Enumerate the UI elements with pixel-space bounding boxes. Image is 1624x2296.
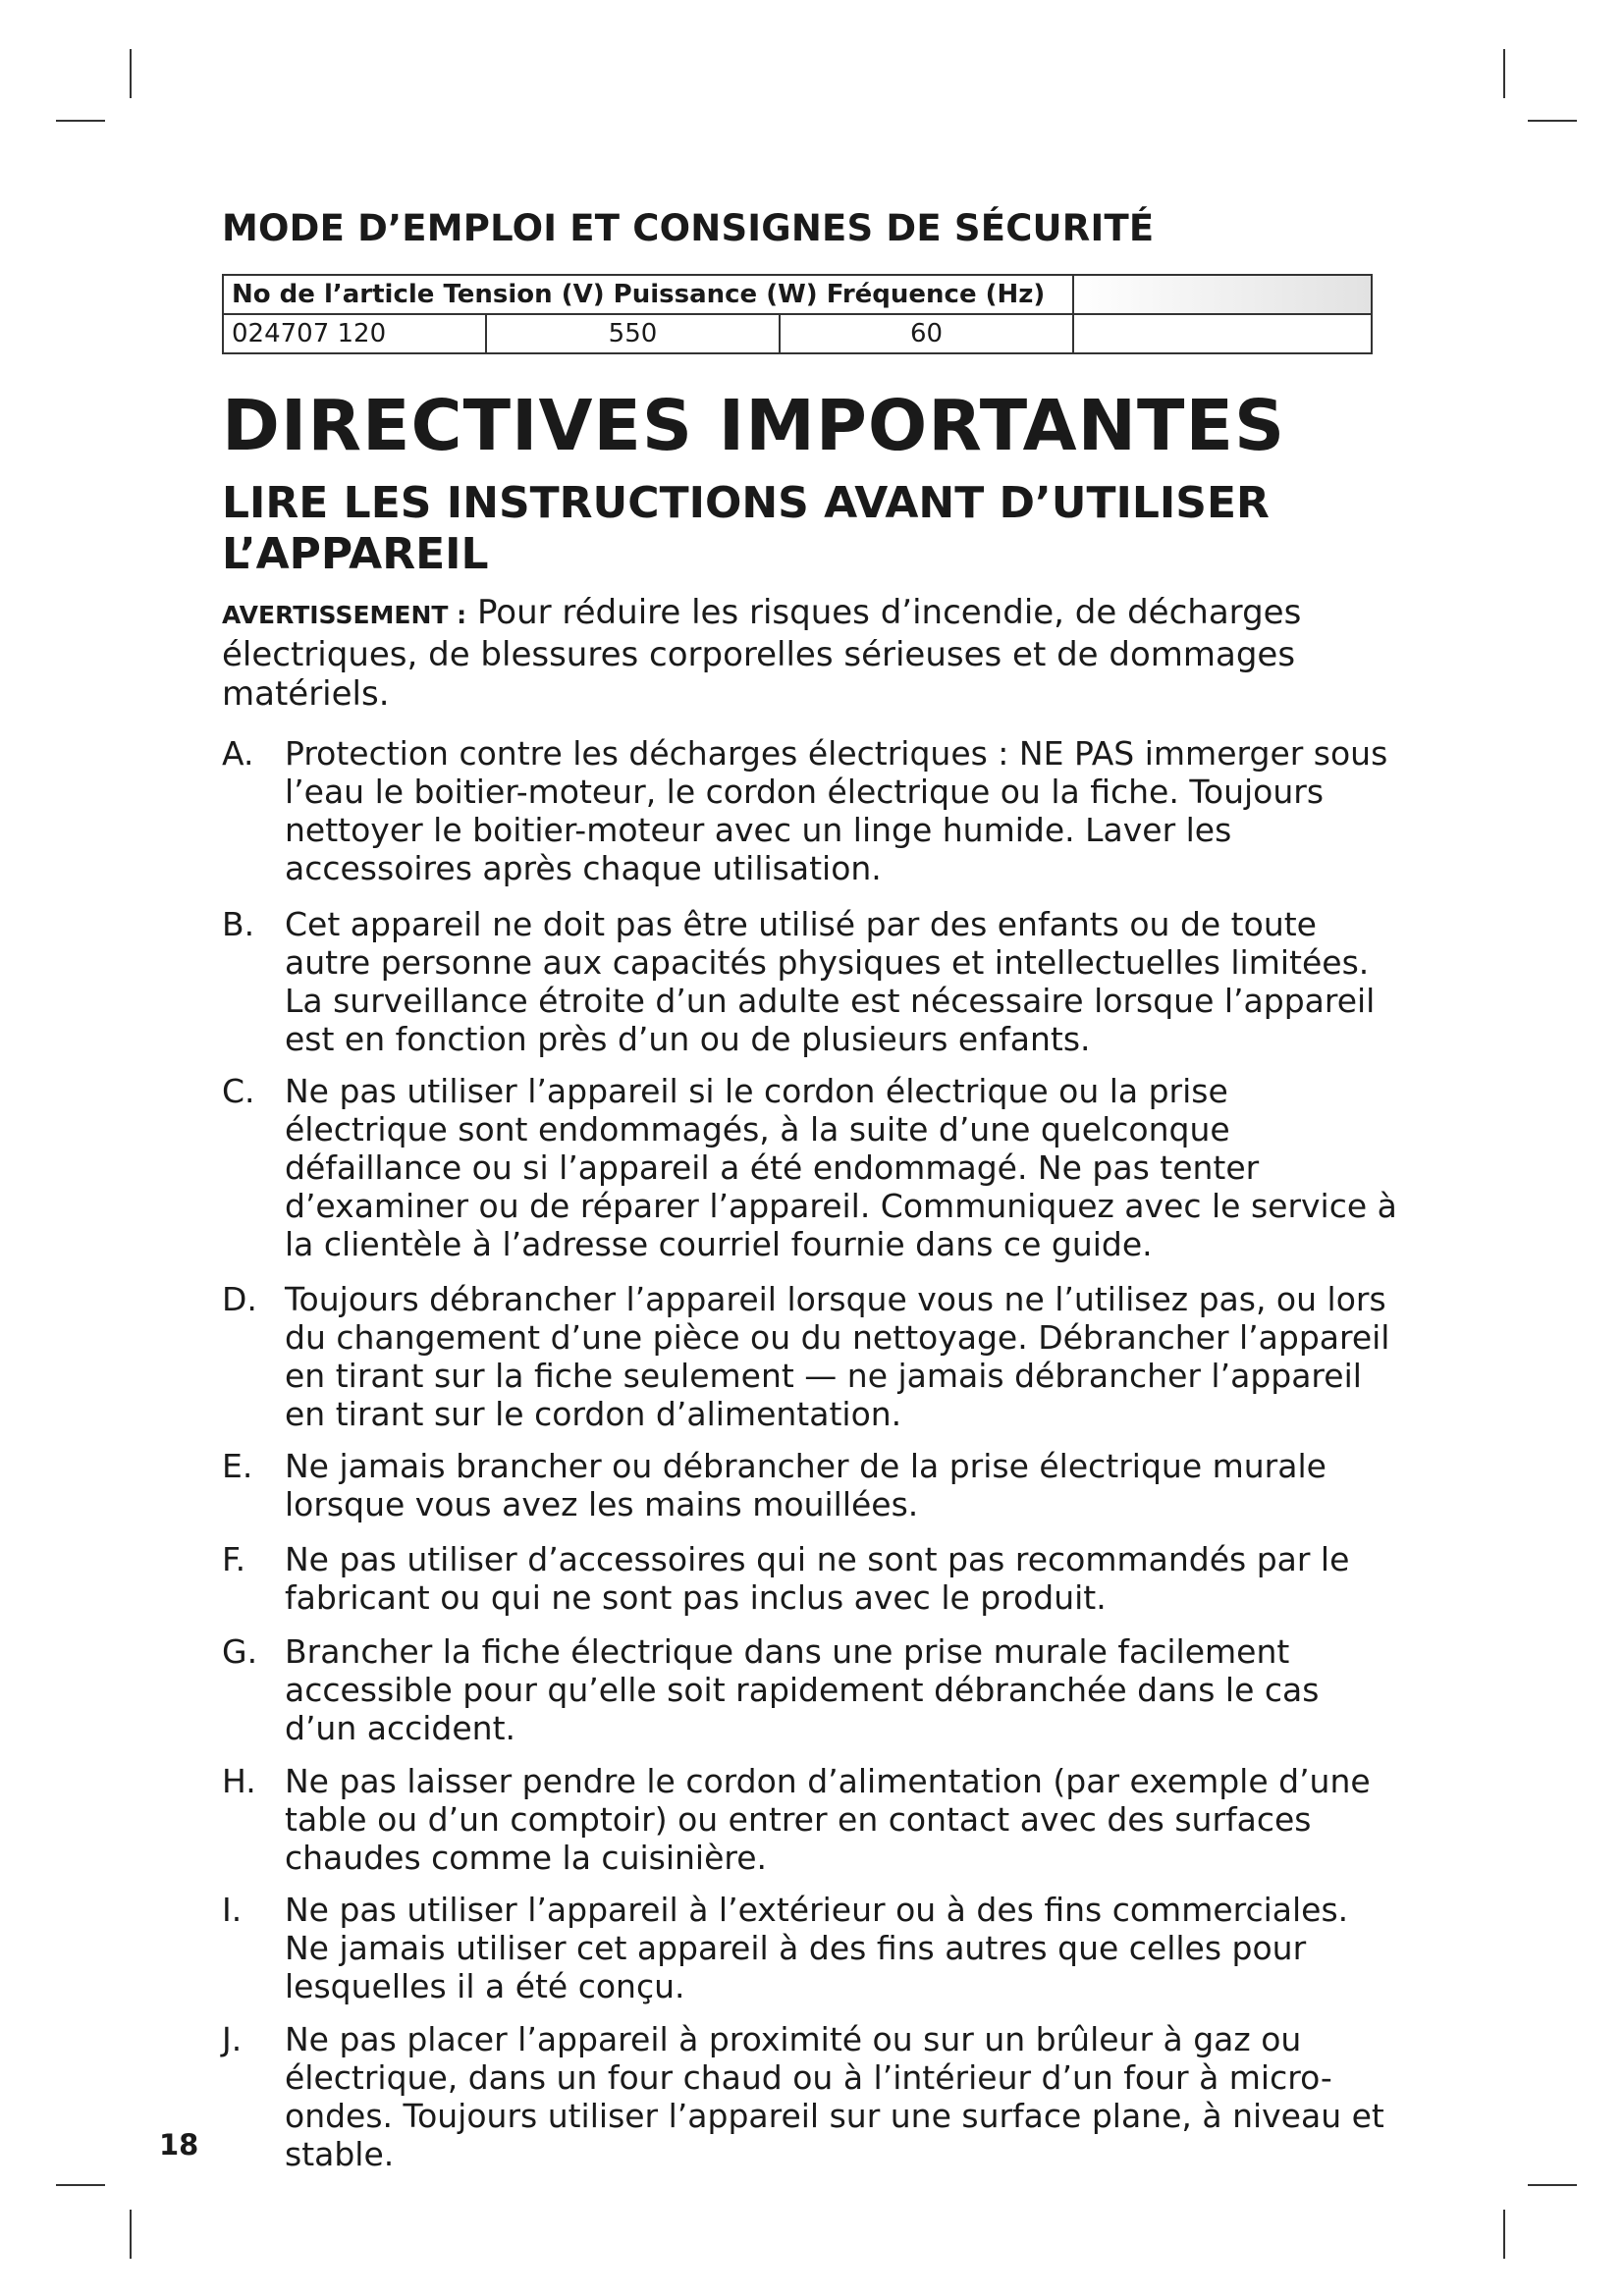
crop-mark-bottom-left-vertical xyxy=(130,2210,132,2259)
warning-text: Pour réduire les risques d’incendie, de décharges électriques, de blessures corporelles sérieuses et de dommages matériels. xyxy=(222,593,1302,714)
item-text: Ne pas utiliser l’appareil si le cordon électrique ou la prise électrique sont endommagés, à la suite d’une quelconque défaillance ou si l’appareil a été endommagé. Ne pas tenter d’examiner ou de réparer l’appareil. Communiquez avec le service à la clientèle à l’adresse courriel fournie dans ce guide. xyxy=(285,1072,1397,1263)
crop-mark-bottom-right-horizontal xyxy=(1528,2184,1577,2186)
power-value: 550 xyxy=(486,314,780,353)
spec-table-header-shaded-cell xyxy=(1073,275,1372,314)
instruction-item-j xyxy=(222,2020,1400,2173)
spec-table-value-row xyxy=(223,314,1372,353)
item-text: Protection contre les décharges électriques : NE PAS immerger sous l’eau le boitier-moteur, le cordon électrique ou la fiche. Toujours nettoyer le boitier-moteur avec un linge humide. Laver les accessoires après chaque utilisation. xyxy=(285,734,1388,887)
instruction-item-b xyxy=(222,905,1400,1058)
item-letter: G. xyxy=(222,1632,258,1671)
crop-mark-top-left-horizontal xyxy=(56,120,105,122)
frequency-value: 60 xyxy=(780,314,1073,353)
empty-cell xyxy=(1073,314,1372,353)
item-letter: F. xyxy=(222,1540,246,1578)
crop-mark-top-right-vertical xyxy=(1503,49,1505,98)
item-letter: J. xyxy=(222,2020,243,2058)
item-letter: H. xyxy=(222,1762,256,1800)
instruction-item-f xyxy=(222,1540,1400,1617)
item-text: Ne pas laisser pendre le cordon d’alimentation (par exemple d’une table ou d’un comptoir) ou entrer en contact avec des surfaces chaudes comme la cuisinière. xyxy=(285,1762,1371,1877)
item-letter: D. xyxy=(222,1280,257,1318)
instruction-item-e xyxy=(222,1447,1400,1523)
item-text: Cet appareil ne doit pas être utilisé par des enfants ou de toute autre personne aux capacités physiques et intellectuelles limitées. La surveillance étroite d’un adulte est nécessaire lorsque l’appareil est en fonction près d’un ou de plusieurs enfants. xyxy=(285,905,1376,1058)
crop-mark-bottom-left-horizontal xyxy=(56,2184,105,2186)
item-letter: C. xyxy=(222,1072,255,1110)
subtitle-line-2: L’APPAREIL xyxy=(222,529,489,579)
item-text: Brancher la fiche électrique dans une prise murale facilement accessible pour qu’elle soit rapidement débranchée dans le cas d’un accident. xyxy=(285,1632,1320,1747)
page-title: DIRECTIVES IMPORTANTES xyxy=(222,385,1286,466)
spec-table-header-row xyxy=(223,275,1372,314)
instruction-item-g xyxy=(222,1632,1400,1747)
instruction-item-a xyxy=(222,734,1400,887)
item-text: Ne pas utiliser d’accessoires qui ne sont pas recommandés par le fabricant ou qui ne sont pas inclus avec le produit. xyxy=(285,1540,1350,1617)
warning-paragraph xyxy=(222,593,1380,714)
instruction-item-d xyxy=(222,1280,1400,1433)
item-letter: A. xyxy=(222,734,254,773)
item-letter: E. xyxy=(222,1447,253,1485)
page-number: 18 xyxy=(159,2128,199,2162)
item-text: Toujours débrancher l’appareil lorsque vous ne l’utilisez pas, ou lors du changement d’une pièce ou du nettoyage. Débrancher l’appareil en tirant sur la fiche seulement — ne jamais débrancher l’appareil en tirant sur le cordon d’alimentation. xyxy=(285,1280,1390,1433)
crop-mark-top-left-vertical xyxy=(130,49,132,98)
item-text: Ne pas utiliser l’appareil à l’extérieur ou à des fins commerciales. Ne jamais utiliser cet appareil à des fins autres que celles pour lesquelles il a été conçu. xyxy=(285,1891,1349,2005)
crop-mark-bottom-right-vertical xyxy=(1503,2210,1505,2259)
instruction-item-c xyxy=(222,1072,1400,1263)
item-text: Ne jamais brancher ou débrancher de la prise électrique murale lorsque vous avez les mains mouillées. xyxy=(285,1447,1326,1523)
item-letter: B. xyxy=(222,905,255,943)
spec-table xyxy=(222,274,1373,354)
warning-label: AVERTISSEMENT : xyxy=(222,601,467,629)
instruction-item-h xyxy=(222,1762,1400,1877)
subtitle-line-1: LIRE LES INSTRUCTIONS AVANT D’UTILISER xyxy=(222,478,1270,528)
instruction-item-i xyxy=(222,1891,1400,2005)
item-text: Ne pas placer l’appareil à proximité ou sur un brûleur à gaz ou électrique, dans un four chaud ou à l’intérieur d’un four à micro-ondes. Toujours utiliser l’appareil sur une surface plane, à niveau et stable. xyxy=(285,2020,1384,2173)
crop-mark-top-right-horizontal xyxy=(1528,120,1577,122)
section-heading: MODE D’EMPLOI ET CONSIGNES DE SÉCURITÉ xyxy=(222,207,1155,249)
item-letter: I. xyxy=(222,1891,243,1929)
spec-table-header-text: No de l’article Tension (V) Puissance (W) Fréquence (Hz) xyxy=(223,275,1073,314)
page-subtitle xyxy=(222,478,1270,580)
article-number-value: 024707 120 xyxy=(223,314,486,353)
